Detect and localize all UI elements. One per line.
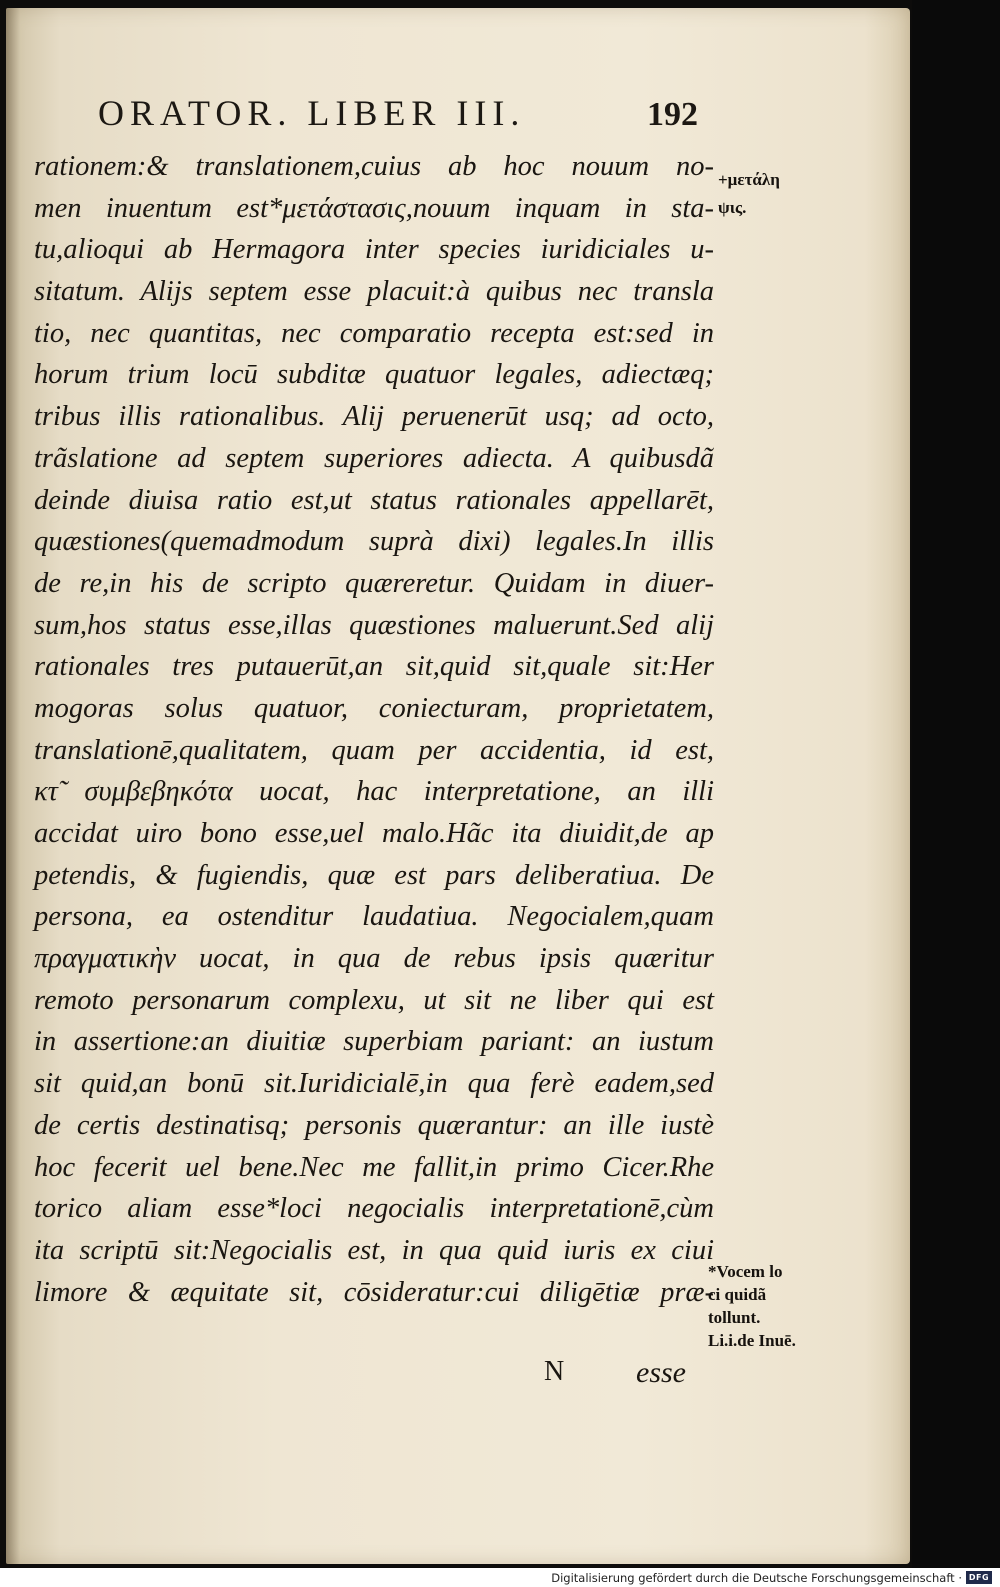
text-line: horum trium locū subditæ quatuor legales, adiectæq; [34, 359, 714, 391]
text-line: translationē,qualitatem, quam per accidentia, id est, [34, 734, 714, 766]
text-line: sit quid,an bonū sit.Iuridicialē,in qua ferè eadem,sed [34, 1068, 714, 1100]
text-line: tribus illis rationalibus. Alij peruenerūt usq; ad octo, [34, 401, 714, 433]
folio-number: 192 [647, 96, 698, 133]
text-line: hoc fecerit uel bene.Nec me fallit,in primo Cicer.Rhe [34, 1151, 714, 1183]
text-line: rationem:& translationem,cuius ab hoc nouum no- [34, 151, 714, 182]
text-line: tu,alioqui ab Hermagora inter species iuridiciales u- [34, 234, 714, 266]
text-line: πραγματικὴν uocat, in qua de rebus ipsis quæritur [34, 943, 714, 975]
margin-note-line: ψις. [718, 198, 747, 217]
dfg-logo: DFG [966, 1571, 992, 1584]
text-line: trãslatione ad septem superiores adiecta. A quibusdã [34, 442, 714, 474]
text-line: de re,in his de scripto quæreretur. Quidam in diuer- [34, 567, 714, 599]
text-line: tio, nec quantitas, nec comparatio recepta est:sed in [34, 317, 714, 349]
running-title: ORATOR. LIBER III. [98, 93, 526, 133]
footer-credit: Digitalisierung gefördert durch die Deutsche Forschungsgemeinschaft · [551, 1570, 962, 1585]
margin-note-bottom [708, 1260, 840, 1352]
text-line: sum,hos status esse,illas quæstiones maluerunt.Sed alij [34, 609, 714, 641]
margin-note-line: Li.i.de Inuē. [708, 1331, 796, 1350]
text-line: limore & æquitate sit, cōsideratur:cui diligētiæ præ- [34, 1276, 714, 1308]
margin-note-line: *Vocem lo [708, 1262, 783, 1281]
text-line: ita scriptū sit:Negocialis est, in qua quid iuris ex ciui [34, 1234, 714, 1266]
text-line: accidat uiro bono esse,uel malo.Hãc ita diuidit,de ap [34, 818, 714, 849]
catchword-row [540, 1356, 700, 1398]
footer-bar [0, 1568, 1000, 1587]
margin-note-line: tollunt. [708, 1308, 761, 1327]
running-head [98, 92, 698, 136]
margin-note-line: +μετάλη [718, 170, 780, 189]
scan-border-strip [912, 0, 1000, 1568]
text-line: torico aliam esse*loci negocialis interpretationē,cùm [34, 1193, 714, 1225]
margin-note-line: ci quidã [708, 1285, 767, 1304]
text-line: men inuentum est*μετάστασις,nouum inquam in sta- [34, 192, 714, 224]
text-line: remoto personarum complexu, ut sit ne liber qui est [34, 984, 714, 1016]
catchword: esse [636, 1356, 686, 1389]
signature-mark: N [544, 1356, 565, 1387]
text-line: quæstiones(quemadmodum suprà dixi) legales.In illis [34, 526, 714, 558]
text-line: persona, ea ostenditur laudatiua. Negocialem,quam [34, 901, 714, 933]
main-text-block [34, 146, 714, 1313]
text-line: in assertione:an diuitiæ superbiam pariant: an iustum [34, 1026, 714, 1058]
text-line: rationales tres putauerūt,an sit,quid sit,quale sit:Her [34, 651, 714, 683]
text-line: petendis, & fugiendis, quæ est pars deliberatiua. De [34, 859, 714, 891]
margin-note-top [718, 166, 836, 222]
text-line: deinde diuisa ratio est,ut status rationales appellarēt, [34, 484, 714, 516]
text-line: de certis destinatisq; personis quærantur: an ille iustè [34, 1109, 714, 1141]
text-line: κτ̃ συμβεβηκότα uocat, hac interpretatione, an illi [34, 776, 714, 808]
text-line: sitatum. Alijs septem esse placuit:à quibus nec transla [34, 276, 714, 308]
text-line: mogoras solus quatuor, coniecturam, proprietatem, [34, 692, 714, 724]
